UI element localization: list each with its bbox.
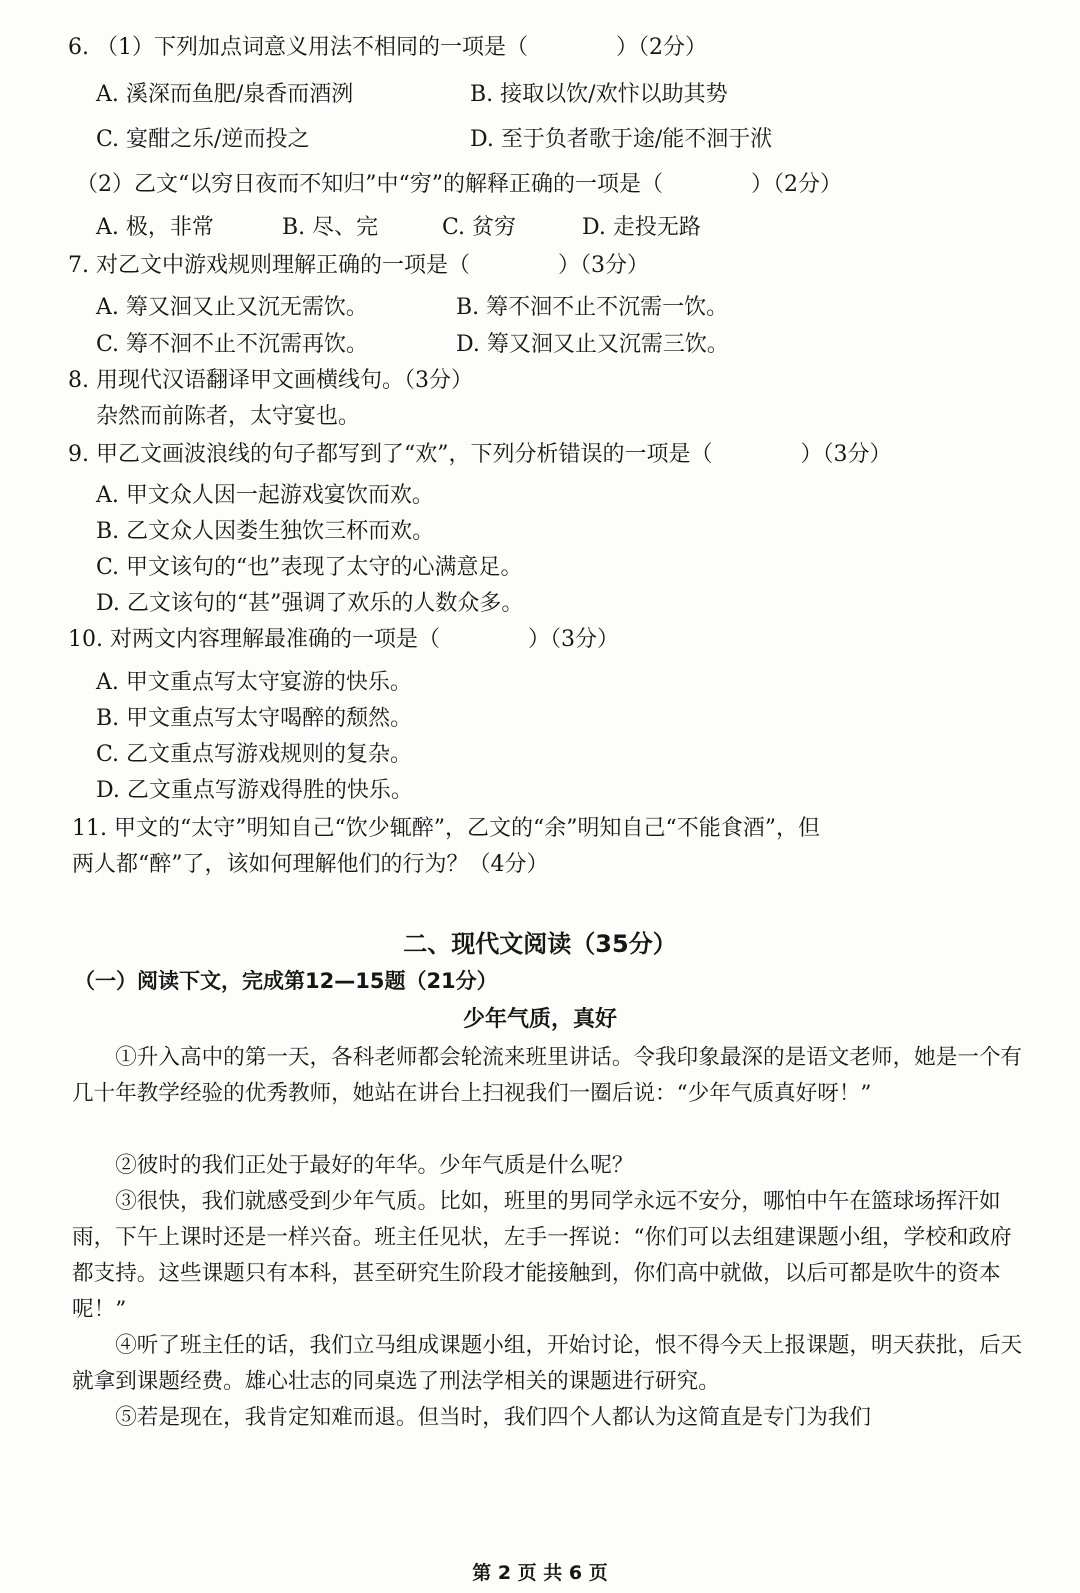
- q10-option-c: C. 乙文重点写游戏规则的复杂。: [96, 742, 413, 767]
- q9-option-d: D. 乙文该句的“甚”强调了欢乐的人数众多。: [96, 591, 524, 616]
- q7-option-d: D. 筹又洄又止又沉需三饮。: [456, 332, 729, 357]
- q6-2-option-d: D. 走投无路: [582, 215, 701, 240]
- q9-option-b: B. 乙文众人因娄生独饮三杯而欢。: [96, 519, 435, 544]
- q6-stem-2: （2）乙文“以穷日夜而不知归”中“穷”的解释正确的一项是（ ）（2分）: [76, 172, 842, 197]
- q7-stem: 7. 对乙文中游戏规则理解正确的一项是（ ）（3分）: [68, 253, 649, 278]
- q6-stem-1: 6. （1）下列加点词意义用法不相同的一项是（ ）（2分）: [68, 35, 707, 60]
- q8-sentence: 杂然而前陈者，太守宴也。: [96, 404, 361, 429]
- essay-title: 少年气质，真好: [462, 1006, 617, 1032]
- q10-stem: 10. 对两文内容理解最准确的一项是（ ）（3分）: [68, 627, 619, 652]
- q11-line-2: 两人都“醉”了，该如何理解他们的行为？（4分）: [72, 852, 549, 877]
- section-2-subtitle: （一）阅读下文，完成第12—15题（21分）: [74, 969, 498, 993]
- essay-paragraph-5: ⑤若是现在，我肯定知难而退。但当时，我们四个人都认为这简直是专门为我们: [115, 1405, 871, 1430]
- q7-option-a: A. 筹又洄又止又沉无需饮。: [96, 295, 368, 320]
- section-2-title: 二、现代文阅读（35分）: [403, 930, 677, 958]
- q6-option-a: A. 溪深而鱼肥/泉香而酒洌: [96, 82, 354, 107]
- q6-option-b: B. 接取以饮/欢忭以助其势: [470, 82, 728, 107]
- q6-2-option-b: B. 尽、完: [282, 215, 379, 240]
- q6-option-c: C. 宴酣之乐/逆而投之: [96, 127, 310, 152]
- essay-paragraph-2: ②彼时的我们正处于最好的年华。少年气质是什么呢？: [115, 1153, 634, 1178]
- q7-option-c: C. 筹不洄不止不沉需再饮。: [96, 332, 369, 357]
- page-number: 第 2 页 共 6 页: [472, 1562, 608, 1584]
- q6-2-option-a: A. 极，非常: [96, 215, 214, 240]
- q6-2-option-c: C. 贫穷: [442, 215, 517, 240]
- essay-paragraph-4: ④听了班主任的话，我们立马组成课题小组，开始讨论，恨不得今天上报课题，明天获批，后天就拿到课题经费。雄心壮志的同桌选了刑法学相关的课题进行研究。: [72, 1333, 1023, 1394]
- q7-option-b: B. 筹不洄不止不沉需一饮。: [456, 295, 729, 320]
- q10-option-a: A. 甲文重点写太守宴游的快乐。: [96, 670, 412, 695]
- essay-paragraph-1: ①升入高中的第一天，各科老师都会轮流来班里讲话。令我印象最深的是语文老师，她是一个有几十年教学经验的优秀教师，她站在讲台上扫视我们一圈后说：“少年气质真好呀！”: [72, 1045, 1023, 1106]
- q8-stem: 8. 用现代汉语翻译甲文画横线句。（3分）: [68, 368, 473, 393]
- q10-option-b: B. 甲文重点写太守喝醉的颓然。: [96, 706, 413, 731]
- q9-option-a: A. 甲文众人因一起游戏宴饮而欢。: [96, 483, 434, 508]
- q11-line-1: 11. 甲文的“太守”明知自己“饮少辄醉”，乙文的“余”明知自己“不能食酒”，但: [72, 816, 820, 841]
- essay-paragraph-3: ③很快，我们就感受到少年气质。比如，班里的男同学永远不安分，哪怕中午在篮球场挥汗如雨，下午上课时还是一样兴奋。班主任见状，左手一挥说：“你们可以去组建课题小组，学校和政府都支持。这些课题只有本科，甚至研究生阶段才能接触到，你们高中就做，以后可都是吹牛的资本呢！”: [72, 1189, 1012, 1322]
- q9-option-c: C. 甲文该句的“也”表现了太守的心满意足。: [96, 555, 523, 580]
- q9-stem: 9. 甲乙文画波浪线的句子都写到了“欢”，下列分析错误的一项是（ ）（3分）: [68, 442, 892, 467]
- q10-option-d: D. 乙文重点写游戏得胜的快乐。: [96, 778, 413, 803]
- q6-option-d: D. 至于负者歌于途/能不洄于洑: [470, 127, 773, 152]
